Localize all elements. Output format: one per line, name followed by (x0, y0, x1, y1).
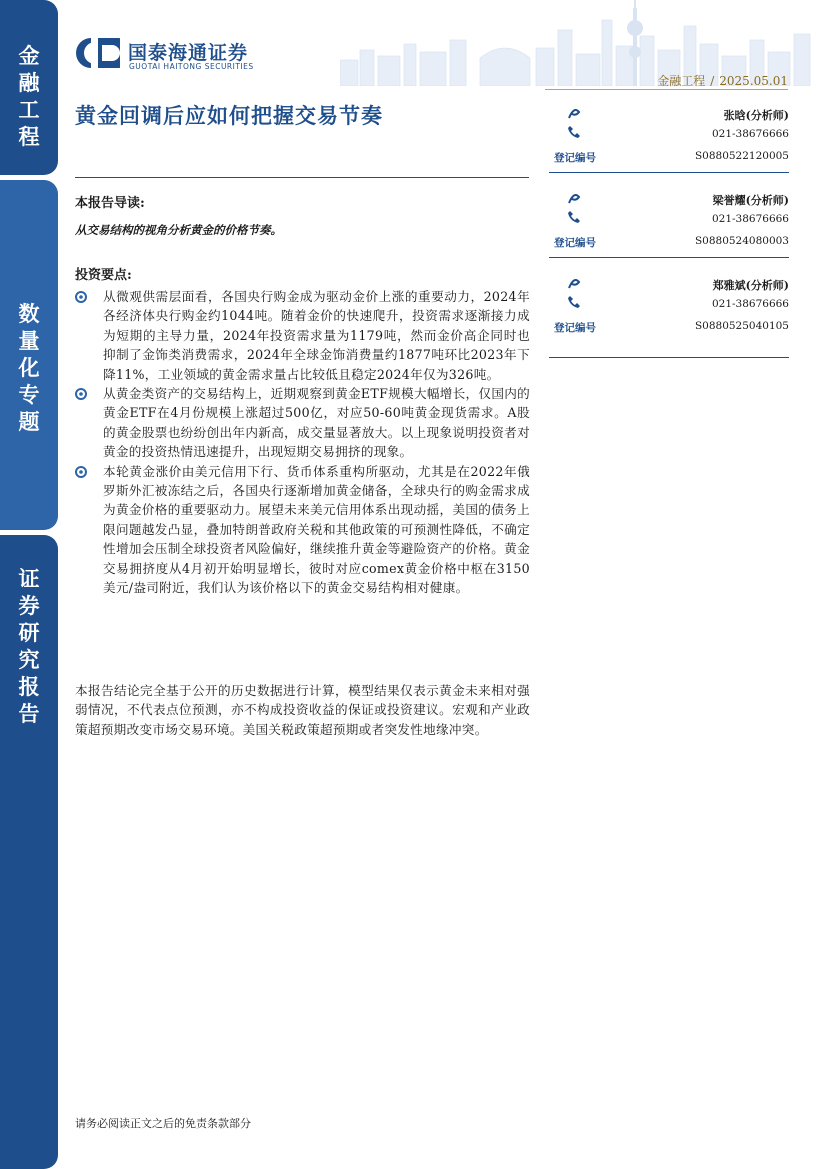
tab-char: 证 (18, 566, 40, 591)
tab-char: 工 (18, 97, 40, 122)
tab-char: 究 (18, 647, 40, 672)
analyst-reg-number: S0880524080003 (694, 235, 789, 247)
tab-char: 金 (18, 43, 40, 68)
guide-heading: 本报告导读: (75, 196, 145, 211)
point-text: 本轮黄金涨价由美元信用下行、货币体系重构所驱动，尤其是在2022年俄罗斯外汇被冻结之后，各国央行逐渐增加黄金储备，全球央行的购金需求成为黄金价格的重要驱动力。展望未来美元信用体系出现动摇，美国的债务上限问题越发凸显，叠加特朗普政府关税和其他政策的可预测性降低，不确定性增加会压制全球投资者风险偏好，继续推升黄金等避险资产的价格。黄金交易拥挤度从4月初开始明显增长，彼时对应comex黄金价格中枢在3150美元/盎司附近，我们认为该价格以下的黄金交易结构相对健康。 (103, 463, 530, 596)
header-rule (545, 89, 788, 90)
analyst-card (549, 107, 789, 167)
tab-char: 专 (18, 382, 40, 407)
point-text: 从黄金类资产的交易结构上，近期观察到黄金ETF规模大幅增长，仅国内的黄金ETF在4月份规模上涨超过500亿，对应50-60吨黄金现货需求。A股的黄金股票也纷纷创出年内新高，成交量显著放大。以上现象说明投资者对黄金的投资热情迅速提升，出现短期交易拥挤的现象。 (103, 386, 530, 460)
header-category: 金融工程 (657, 74, 706, 88)
analyst-reg-label: 登记编号 (554, 322, 596, 334)
points-heading: 投资要点: (75, 268, 132, 283)
phone-icon[interactable] (567, 295, 581, 309)
key-points-list (75, 287, 530, 598)
bullet-dot-icon (75, 388, 87, 400)
logo-name-en: GUOTAI HAITONG SECURITIES (129, 62, 254, 71)
tab-char: 化 (18, 355, 40, 380)
sidebar-tab-research-report (0, 535, 58, 1169)
footer-disclaimer: 请务必阅读正文之后的免责条款部分 (75, 1117, 251, 1130)
analyst-divider (549, 357, 789, 358)
analyst-reg-label: 登记编号 (554, 237, 596, 249)
header-separator: / (710, 74, 715, 88)
sidebar (0, 0, 58, 1169)
header-meta (657, 72, 788, 89)
logo-name-cn: 国泰海通证券 (128, 42, 249, 64)
tab-char: 告 (18, 701, 40, 726)
report-title: 黄金回调后应如何把握交易节奏 (75, 103, 383, 128)
list-item (75, 287, 530, 384)
analyst-name: 梁誉耀(分析师) (712, 194, 789, 207)
email-icon[interactable] (567, 107, 581, 121)
analyst-phone: 021-38676666 (711, 213, 789, 225)
tab-char: 程 (18, 124, 40, 149)
analyst-reg-number: S0880522120005 (694, 150, 789, 162)
analyst-card (549, 192, 789, 252)
analyst-reg-number: S0880525040105 (694, 320, 789, 332)
phone-icon[interactable] (567, 210, 581, 224)
list-item (75, 462, 530, 598)
tab-char: 数 (18, 301, 40, 326)
sidebar-tab-financial-engineering (0, 0, 58, 175)
tab-char: 量 (18, 328, 40, 353)
email-icon[interactable] (567, 192, 581, 206)
analyst-name: 张晗(分析师) (723, 109, 789, 122)
list-item (75, 384, 530, 462)
analyst-phone: 021-38676666 (711, 128, 789, 140)
point-text: 从微观供需层面看，各国央行购金成为驱动金价上涨的重要动力，2024年各经济体央行购金约1044吨。随着金价的快速爬升，投资需求逐渐接力成为短期的主导力量，2024年投资需求量为1179吨，然而金价高企同时也抑制了金饰类消费需求，2024年全球金饰消费量约1877吨环比2023年下降11%，工业领域的黄金需求量占比较低且稳定2024年仅为326吨。 (103, 289, 530, 382)
guide-text: 从交易结构的视角分析黄金的价格节奏。 (75, 223, 282, 237)
analyst-name: 郑雅斌(分析师) (712, 279, 789, 292)
tab-char: 券 (18, 593, 40, 618)
risk-note: 本报告结论完全基于公开的历史数据进行计算，模型结果仅表示黄金未来相对强弱情况，不代表点位预测，亦不构成投资收益的保证或投资建议。宏观和产业政策超预期改变市场交易环境。美国关税政策超预期或者突发性地缘冲突。 (75, 683, 530, 737)
analyst-reg-label: 登记编号 (554, 152, 596, 164)
logo-mark-icon (74, 36, 120, 70)
tab-char: 报 (18, 674, 40, 699)
bullet-dot-icon (75, 291, 87, 303)
tab-char: 研 (18, 620, 40, 645)
title-divider (75, 177, 529, 178)
tab-char: 题 (18, 409, 40, 434)
bullet-dot-icon (75, 466, 87, 478)
tab-char: 融 (18, 70, 40, 95)
analyst-card (549, 277, 789, 337)
sidebar-tab-quant-topic (0, 180, 58, 530)
header-date: 2025.05.01 (719, 74, 788, 88)
analyst-divider (549, 257, 789, 258)
analyst-divider (549, 172, 789, 173)
analyst-phone: 021-38676666 (711, 298, 789, 310)
email-icon[interactable] (567, 277, 581, 291)
phone-icon[interactable] (567, 125, 581, 139)
